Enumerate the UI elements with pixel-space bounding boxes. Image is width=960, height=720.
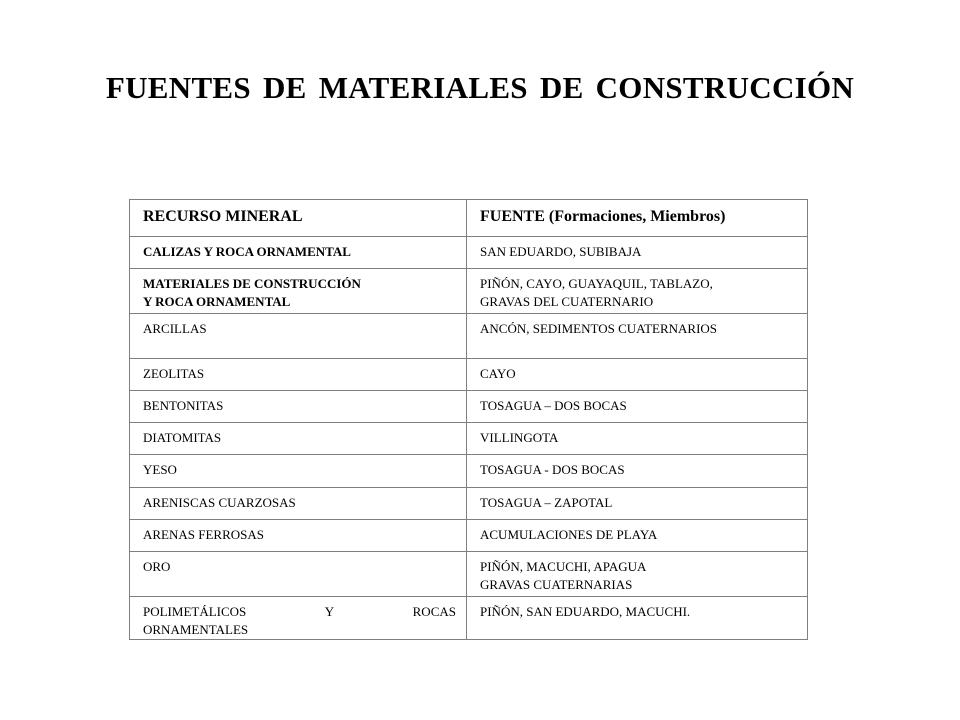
recurso-word: ROCAS: [412, 604, 456, 619]
fuente-cell: VILLINGOTA: [467, 423, 808, 455]
minerals-table: [129, 199, 808, 640]
table-row: [130, 597, 808, 640]
table-row: [130, 269, 808, 314]
fuente-cell: PIÑÓN, SAN EDUARDO, MACUCHI.: [467, 597, 808, 640]
recurso-cell: MATERIALES DE CONSTRUCCIÓN Y ROCA ORNAMENTAL: [130, 269, 467, 314]
recurso-cell: CALIZAS Y ROCA ORNAMENTAL: [130, 237, 467, 269]
fuente-cell: CAYO: [467, 359, 808, 391]
fuente-cell: ACUMULACIONES DE PLAYA: [467, 520, 808, 552]
header-recurso-mineral: RECURSO MINERAL: [130, 200, 467, 237]
fuente-cell: TOSAGUA – ZAPOTAL: [467, 488, 808, 520]
recurso-cell: ARENISCAS CUARZOSAS: [130, 488, 467, 520]
recurso-cell: YESO: [130, 455, 467, 488]
table-row: [130, 455, 808, 488]
recurso-cell: ARENAS FERROSAS: [130, 520, 467, 552]
table-row: [130, 552, 808, 597]
slide-title: FUENTES DE MATERIALES DE CONSTRUCCIÓN: [105, 70, 855, 105]
recurso-line-justified: [143, 603, 456, 621]
table-row: [130, 391, 808, 423]
table-row: [130, 423, 808, 455]
recurso-cell: ORO: [130, 552, 467, 597]
recurso-cell: DIATOMITAS: [130, 423, 467, 455]
header-fuente: FUENTE (Formaciones, Miembros): [467, 200, 808, 237]
table-header-row: [130, 200, 808, 237]
table-row: [130, 314, 808, 359]
recurso-cell: ZEOLITAS: [130, 359, 467, 391]
recurso-line: ORNAMENTALES: [143, 622, 249, 637]
fuente-cell: ANCÓN, SEDIMENTOS CUATERNARIOS: [467, 314, 808, 359]
table-row: [130, 359, 808, 391]
table-row: [130, 237, 808, 269]
recurso-cell: [130, 597, 467, 640]
recurso-cell: BENTONITAS: [130, 391, 467, 423]
table-row: [130, 520, 808, 552]
fuente-cell: SAN EDUARDO, SUBIBAJA: [467, 237, 808, 269]
fuente-cell: PIÑÓN, MACUCHI, APAGUA GRAVAS CUATERNARIAS: [467, 552, 808, 597]
recurso-cell: ARCILLAS: [130, 314, 467, 359]
fuente-cell: TOSAGUA – DOS BOCAS: [467, 391, 808, 423]
fuente-cell: PIÑÓN, CAYO, GUAYAQUIL, TABLAZO, GRAVAS DEL CUATERNARIO: [467, 269, 808, 314]
fuente-cell: TOSAGUA - DOS BOCAS: [467, 455, 808, 488]
recurso-word: Y: [324, 604, 335, 619]
recurso-word: POLIMETÁLICOS: [143, 604, 247, 619]
table-row: [130, 488, 808, 520]
